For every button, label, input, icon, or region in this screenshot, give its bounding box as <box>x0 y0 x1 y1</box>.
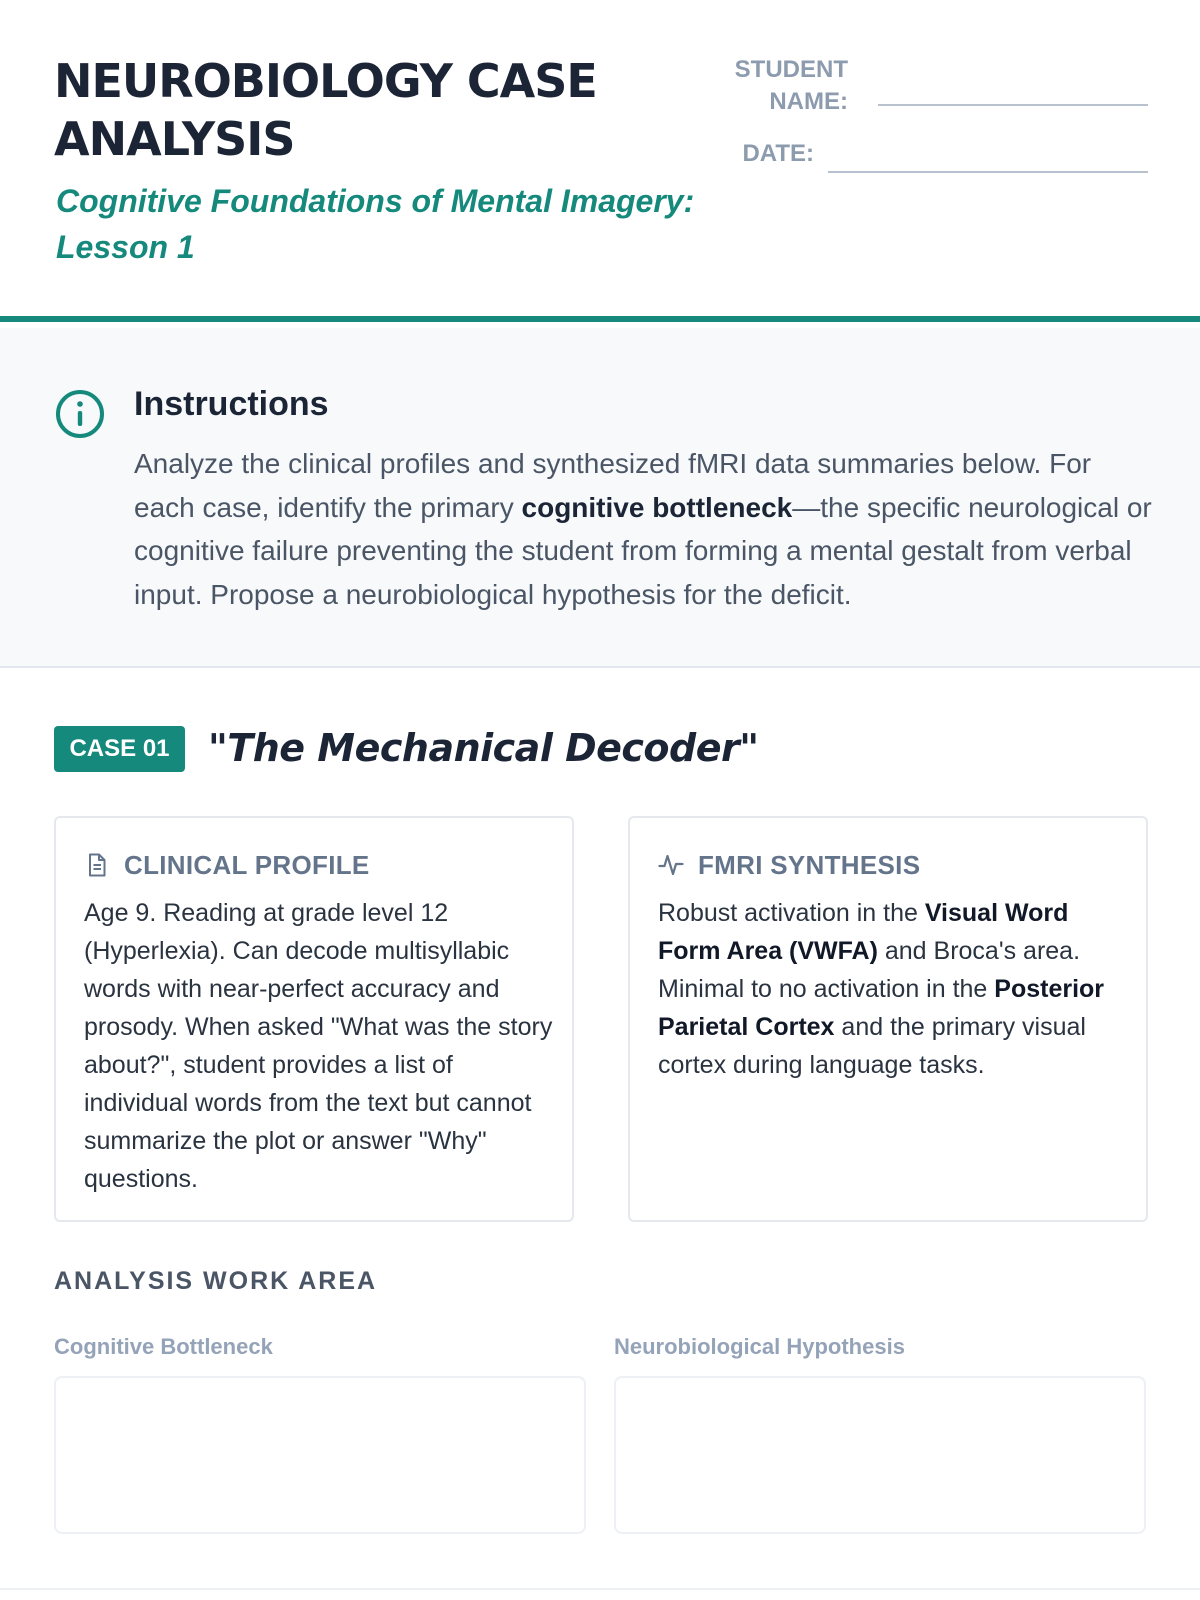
cognitive-bottleneck-input[interactable] <box>54 1376 586 1534</box>
student-name-label-line2: NAME: <box>769 88 848 115</box>
cognitive-bottleneck-label: Cognitive Bottleneck <box>54 1334 273 1359</box>
instructions-emphasis: cognitive bottleneck <box>521 491 793 523</box>
student-name-field[interactable] <box>878 104 1148 106</box>
instructions-title: Instructions <box>134 385 329 423</box>
analysis-work-area-heading: ANALYSIS WORK AREA <box>54 1267 378 1295</box>
clinical-profile-text: Age 9. Reading at grade level 12 (Hyperlexia). Can decode multisyllabic words with near-perfect accuracy and prosody. When asked "What was the story about?", student provides a list of individual words from the text but cannot summarize the plot or answer "Why" questions. <box>84 899 553 1193</box>
case-badge: CASE 01 <box>54 726 185 772</box>
fmri-synthesis-heading: FMRI SYNTHESIS <box>658 848 920 882</box>
clinical-profile-heading: CLINICAL PROFILE <box>84 848 370 882</box>
fmri-synthesis-card <box>628 816 1148 1222</box>
info-icon <box>54 388 106 440</box>
date-label: DATE: <box>742 140 814 167</box>
date-field[interactable] <box>828 171 1148 173</box>
activity-icon <box>658 852 684 878</box>
neurobiological-hypothesis-input[interactable] <box>614 1376 1146 1534</box>
page-subtitle: Cognitive Foundations of Mental Imagery: Lesson 1 <box>56 183 695 265</box>
case-title: "The Mechanical Decoder" <box>208 726 759 770</box>
instructions-body: Analyze the clinical profiles and synthesized fMRI data summaries below. For each case, identify the primary cognitive bottleneck—the specific neurological or cognitive failure preventing the student from forming a mental gestalt from verbal input. Propose a neurobiological hypothesis for the deficit. <box>134 448 1152 610</box>
fmri-synthesis-text: Robust activation in the Visual Word Form Area (VWFA) and Broca's area. Minimal to no activation in the Posterior Parietal Cortex and the primary visual cortex during language tasks. <box>658 899 1105 1079</box>
clinical-profile-card <box>54 816 574 1222</box>
neurobiological-hypothesis-label: Neurobiological Hypothesis <box>614 1334 905 1359</box>
student-name-label-line1: STUDENT <box>734 56 848 83</box>
page-title: NEUROBIOLOGY CASE ANALYSIS <box>54 54 597 166</box>
worksheet-header <box>0 0 1200 322</box>
document-icon <box>84 852 110 878</box>
bottom-divider <box>0 1588 1200 1590</box>
